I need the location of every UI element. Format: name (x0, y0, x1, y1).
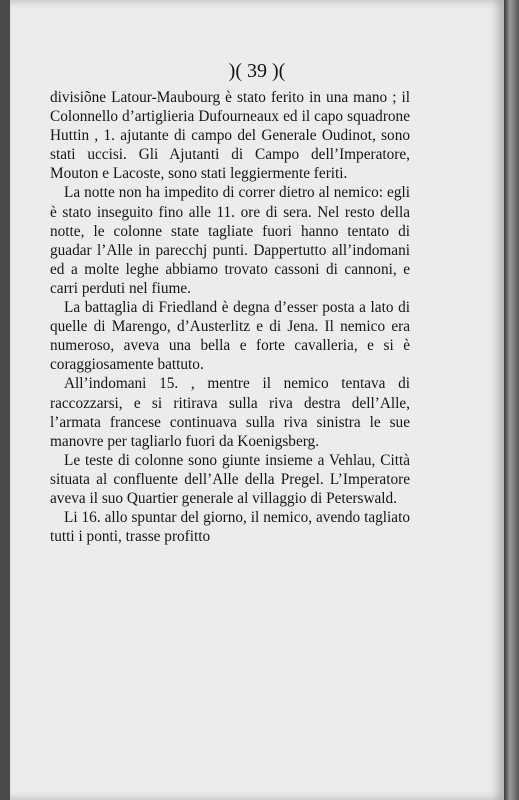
paragraph-2: La notte non ha impedito di correr dietro al nemico: egli è stato inseguito fino alle 11. ore di sera. Nel resto della notte, le colonne state tagliate fuori hanno tentato di guadar l’Alle in parecchj punti. Dappertutto all’indomani ed a molte leghe abbiamo trovato cassoni di cannoni, e carri perduti nel fiume. (50, 184, 410, 297)
paragraph-5: Le teste di colonne sono giunte insieme a Vehlau, Città situata al confluente dell’Alle della Pregel. L’Imperatore aveva il suo Quartier generale al villaggio di Peterswald. (50, 451, 410, 507)
page-number: )( 39 )( (228, 60, 286, 82)
book-spine-edge (504, 0, 519, 800)
paragraph-1: divisiõne Latour-Maubourg è stato ferito in una mano ; il Colonnello d’artiglieria Dufourneaux ed il capo squadrone Huttin , 1. ajutante di campo del Generale Oudinot, sono stati uccisi. Gli Ajutanti di Campo dell’Imperatore, Mouton e Lacoste, sono stati leggiermente feriti. (50, 89, 410, 183)
paragraph-6: Li 16. allo spuntar del giorno, il nemico, avendo tagliato tutti i ponti, trasse profitto (50, 509, 410, 546)
book-page (10, 0, 504, 800)
page-text (50, 88, 410, 546)
paragraph-3: La battaglia di Friedland è degna d’esser posta a lato di quelle di Marengo, d’Austerlitz e di Jena. Il nemico era numeroso, aveva una bella e forte cavalleria, e si è coraggiosamente battuto. (50, 299, 410, 374)
paragraph-4: All’indomani 15. , mentre il nemico tentava di raccozzarsi, e si ritirava sulla riva destra dell’Alle, l’armata francese continuava sulla riva sinistra le sue manovre per tagliarlo fuori da Koenigsberg. (50, 375, 410, 450)
